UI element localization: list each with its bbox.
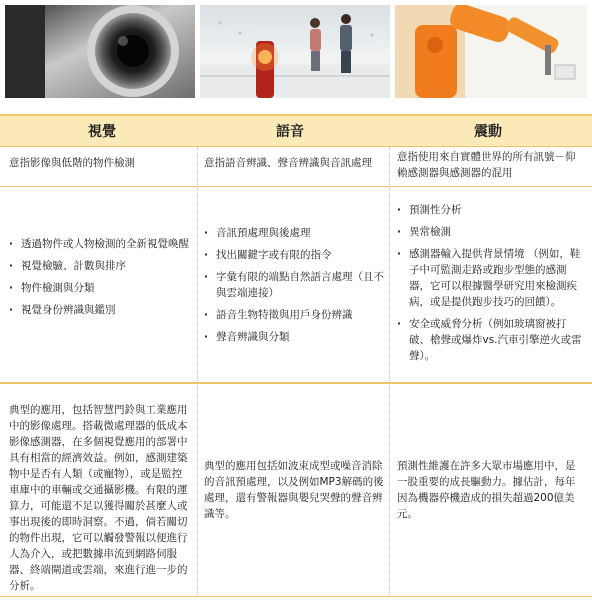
- list-item: · 感測器輸入提供背景情境 （例如，鞋子中可監測走路或跑步型態的感測器，它可以根據醫學研究用來檢測疾病，或是提供跑步技巧的回饋）。: [393, 246, 585, 310]
- list-item: · 物件檢測與分類: [5, 280, 189, 296]
- features-vision: [5, 236, 189, 324]
- list-item: · 透過物件或人物檢測的全新視覺喚醒: [5, 236, 189, 252]
- header-bottom-rule: [0, 146, 592, 147]
- features-bottom-rule: [0, 382, 592, 384]
- column-divider-1: [197, 147, 198, 597]
- application-vision: 典型的應用，包括智慧門鈴與工業應用中的影像處理。搭載微處理器的低成本影像感測器，在多個視覺應用的部署中具有相當的經濟效益。例如，感測建築物中是否有人類（或寵物），或是監控車庫中的車輛或交通攝影機。有限的運算力，可能還不足以獲得關於甚麼人或事出現後的即時洞察。不過，倘若關切的物件出現，它可以觸發警報以便進行人為介入，或把數據串流到網路伺服器、終端閘道或雲端，來進行進一步的分析。: [9, 404, 188, 592]
- list-item: · 異常檢測: [393, 224, 585, 240]
- industrial-robot-arm-photo: [395, 5, 587, 98]
- table-header-row: [0, 116, 592, 146]
- description-vision: 意指影像與低階的物件檢測: [9, 157, 135, 169]
- camera-lens-illustration: [5, 5, 195, 98]
- column-divider-2: [389, 147, 390, 597]
- list-item: · 語音生物特徵與用戶身份辨識: [200, 307, 386, 323]
- robot-arm-illustration: [395, 5, 587, 98]
- list-item: · 找出關鍵字或有限的指令: [200, 247, 386, 263]
- camera-lens-photo: [5, 5, 195, 98]
- header-voice: 語音: [276, 124, 304, 140]
- list-item: · 字彙有限的端點自然語言處理（且不與雲端連接）: [200, 269, 386, 301]
- list-item: · 安全或威脅分析（例如玻璃窗被打破、槍聲或爆炸vs.汽車引擎逆火或雷聲）。: [393, 316, 585, 364]
- list-item: · 視覺檢驗、計數與排序: [5, 258, 189, 274]
- photo-strip: [0, 0, 592, 100]
- description-vibration: 意指使用來自實體世界的所有訊號－仰賴感測器與感測器的混用: [397, 151, 576, 179]
- people-illustration: [200, 5, 390, 98]
- list-item: · 預測性分析: [393, 202, 585, 218]
- list-item: · 聲音辨識與分類: [200, 329, 386, 345]
- features-voice: [200, 225, 386, 351]
- people-and-smart-speaker-photo: [200, 5, 390, 98]
- description-voice: 意指語音辨識、聲音辨識與音訊處理: [204, 157, 372, 169]
- list-item: · 視覺身份辨識與鑑別: [5, 302, 189, 318]
- description-bottom-rule: [0, 186, 592, 187]
- table-bottom-rule: [0, 596, 592, 597]
- header-vision: 視覺: [88, 124, 116, 140]
- list-item: · 音訊預處理與後處理: [200, 225, 386, 241]
- features-vibration: [393, 202, 585, 370]
- header-vibration: 震動: [474, 124, 502, 140]
- application-vibration: 預測性維護在許多大眾市場應用中，是一股重要的成長驅動力。據估計，每年因為機器停機造成的損失超過200億美元。: [397, 460, 576, 520]
- application-voice: 典型的應用包括如波束成型或噪音消除的音訊預處理，以及例如MP3解碼的後處理，還有警報器與嬰兒哭聲的聲音辨識等。: [204, 460, 384, 520]
